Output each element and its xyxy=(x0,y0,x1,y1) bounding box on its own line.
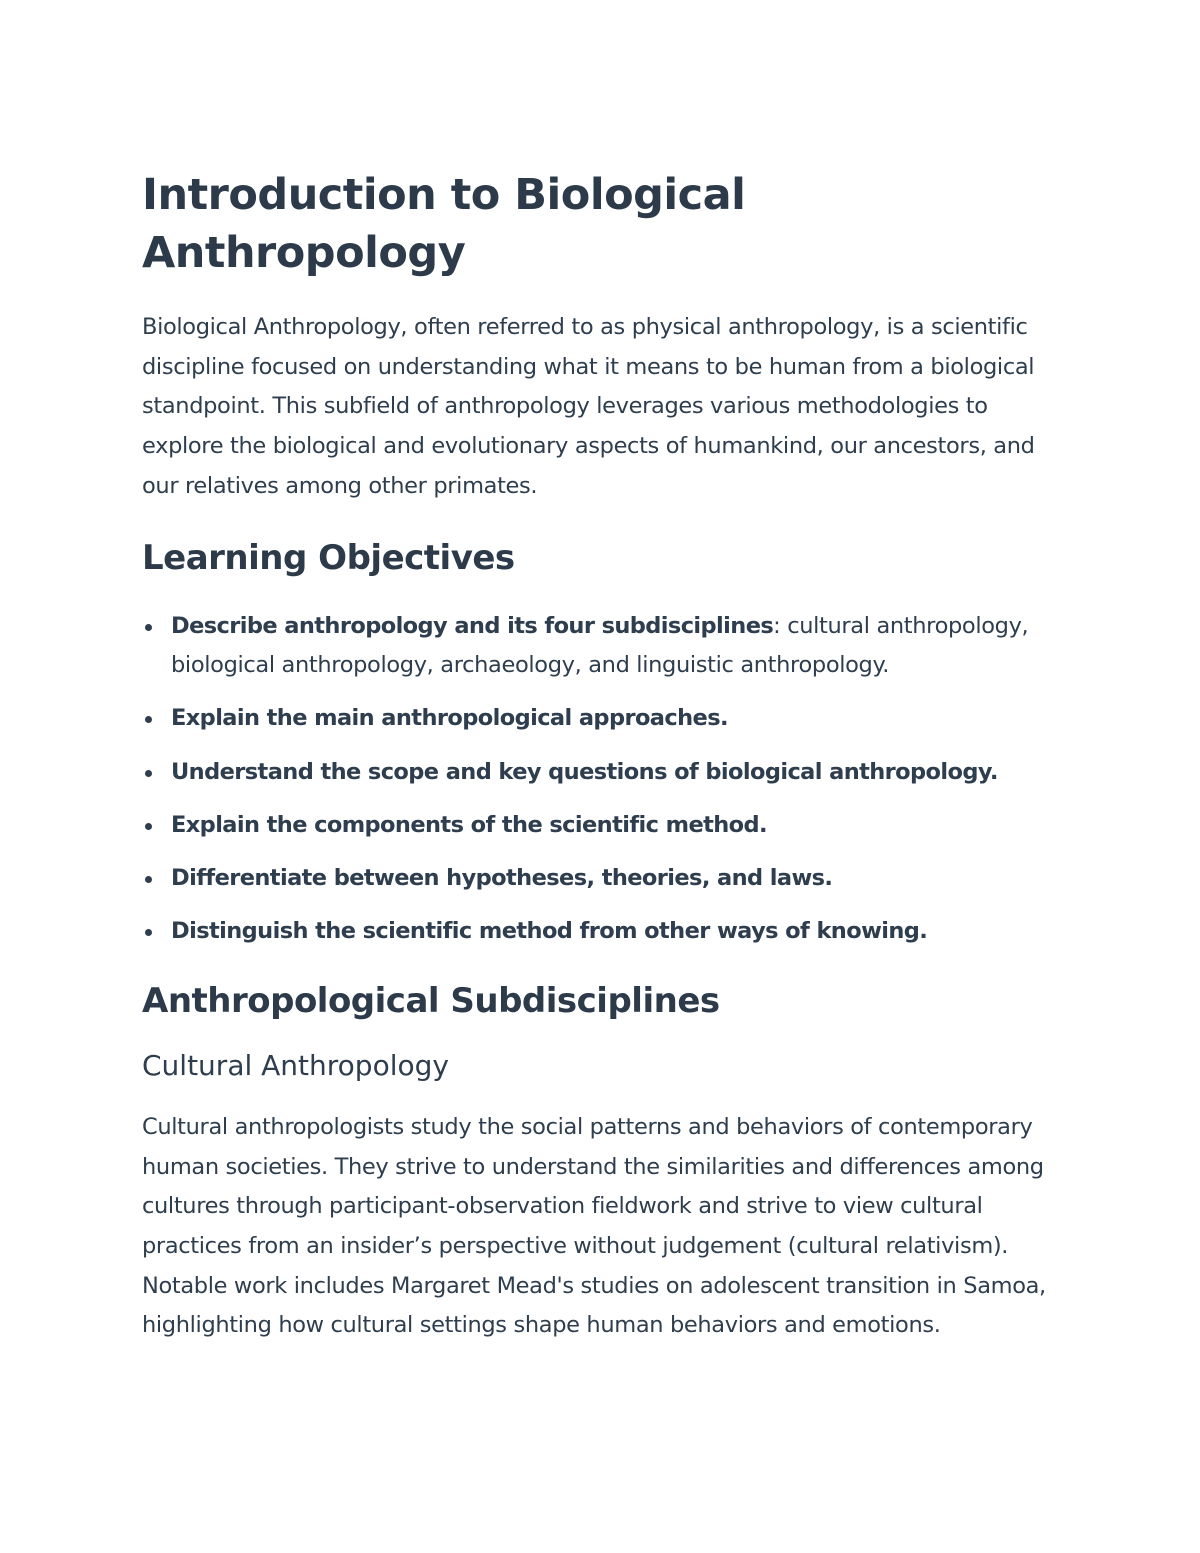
cultural-anthropology-paragraph: Cultural anthropologists study the social patterns and behaviors of contemporary human societies. They strive to understand the similarities and differences among cultures through participant-observation fieldwork and strive to view cultural practices from an insider’s perspective without judgement (cultural relativism). Notable work includes Margaret Mead's studies on adolescent transition in Samoa, highlighting how cultural settings shape human behaviors and emotions. xyxy=(142,1113,1046,1339)
objective-bold-text: Describe anthropology and its four subdisciplines xyxy=(171,612,774,639)
objective-item xyxy=(142,912,1062,952)
objective-bold-text: Distinguish the scientific method from other ways of knowing. xyxy=(171,918,928,945)
objective-bold-text: Understand the scope and key questions of biological anthropology. xyxy=(171,758,998,785)
subdisciplines-heading: Anthropological Subdisciplines xyxy=(142,980,720,1021)
objective-text: : cultural anthropology, biological anthropology, archaeology, and linguistic anthropology. xyxy=(171,612,1029,679)
objective-bold-text: Explain the main anthropological approaches. xyxy=(171,705,728,732)
objective-item xyxy=(142,859,1062,899)
document-page xyxy=(142,166,1062,1346)
learning-objectives-list xyxy=(142,607,1062,952)
objective-item xyxy=(142,753,1062,793)
objective-item xyxy=(142,806,1062,846)
objective-bold-text: Differentiate between hypotheses, theories, and laws. xyxy=(171,865,833,892)
objective-item xyxy=(142,699,1062,739)
page-title: Introduction to Biological Anthropology xyxy=(142,170,746,278)
learning-objectives-heading: Learning Objectives xyxy=(142,537,515,578)
cultural-anthropology-heading: Cultural Anthropology xyxy=(142,1048,449,1082)
intro-paragraph: Biological Anthropology, often referred to as physical anthropology, is a scientific discipline focused on understanding what it means to be human from a biological standpoint. This subfield of anthropology leverages various methodologies to explore the biological and evolutionary aspects of humankind, our ancestors, and our relatives among other primates. xyxy=(142,314,1035,499)
objective-bold-text: Explain the components of the scientific method. xyxy=(171,811,767,838)
objective-item xyxy=(142,607,1062,686)
